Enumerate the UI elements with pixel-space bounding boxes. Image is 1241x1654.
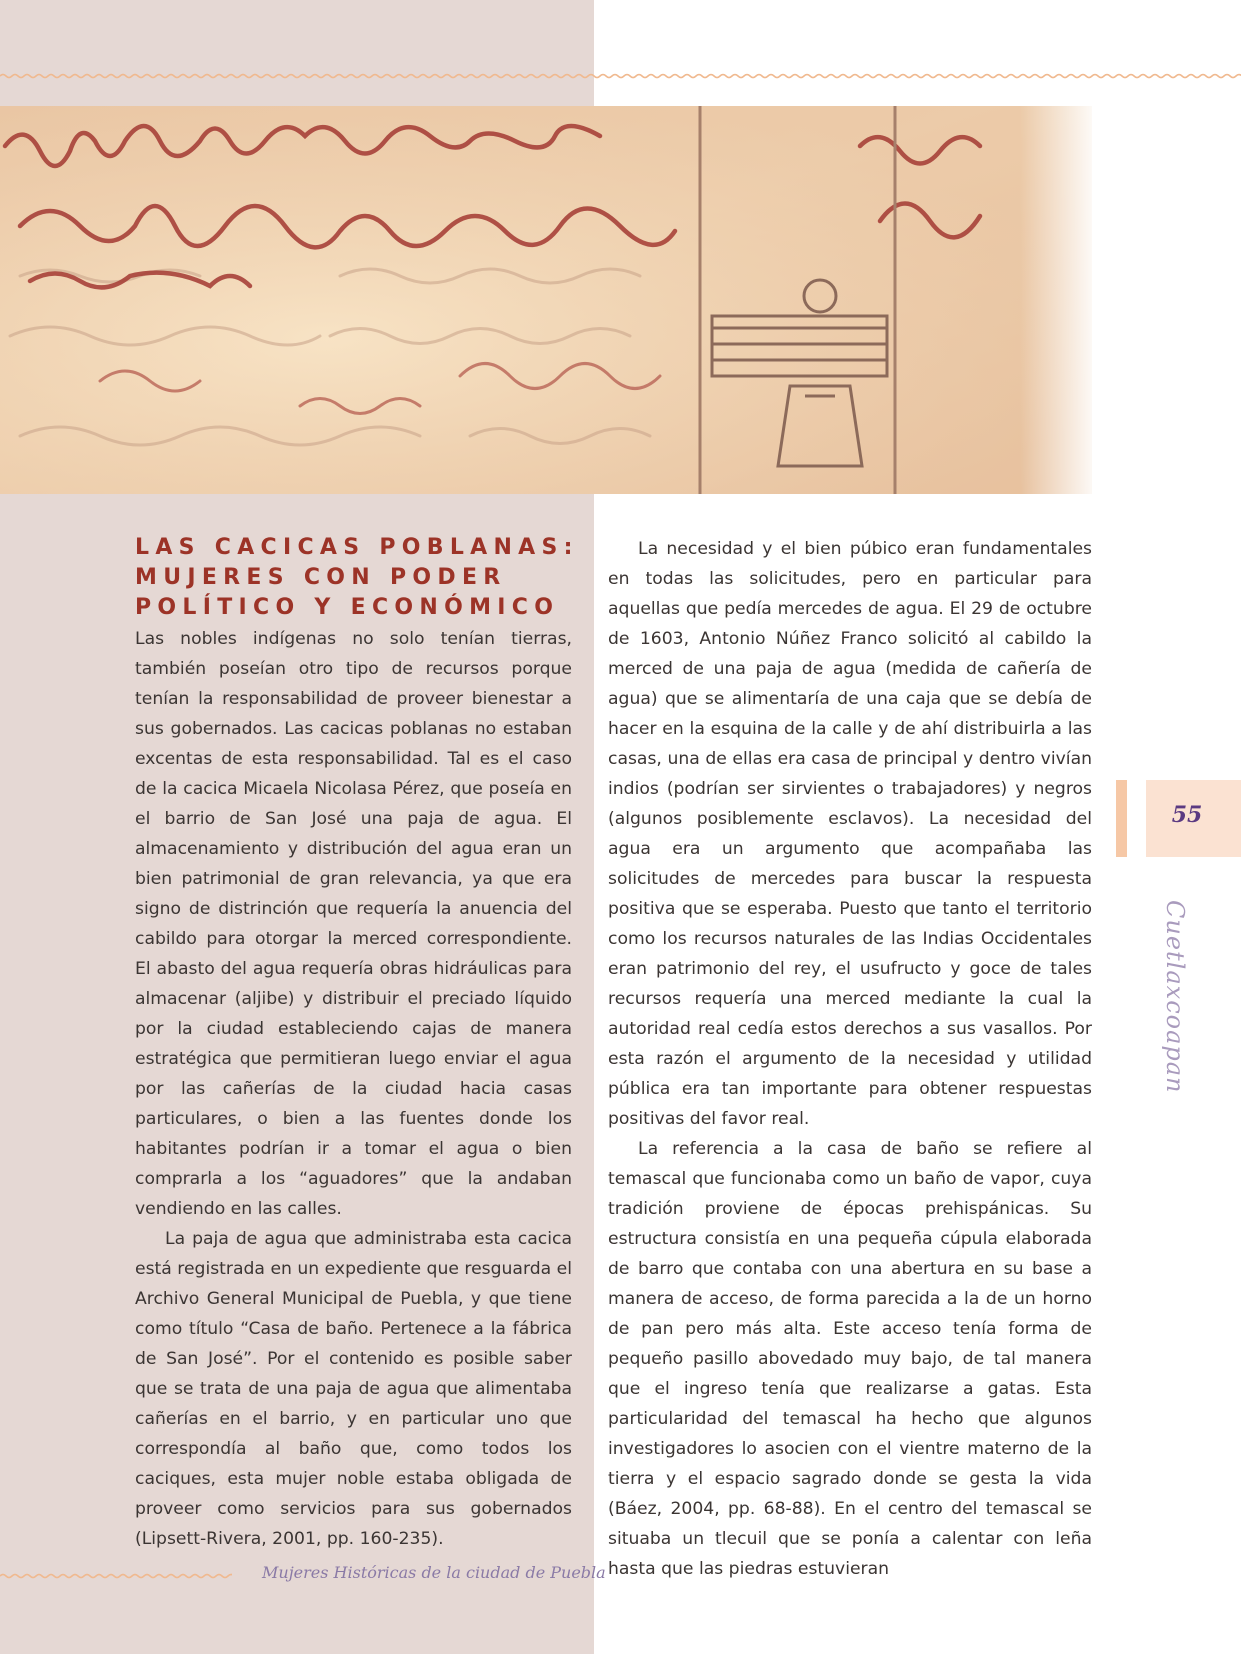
page-number: 55: [1171, 802, 1203, 828]
page-tab-strip: [1116, 780, 1127, 857]
paragraph: La necesidad y el bien púbico eran fundamentales en todas las solicitudes, pero en particular para aquellas que pedía mercedes de agua. El 29 de octubre de 1603, Antonio Núñez Franco solicitó al cabildo la merced de una paja de agua (medida de cañería de agua) que se alimentaría de una caja que se debía de hacer en la esquina de la calle y de ahí distribuirla a las casas, una de ellas era casa de principal y dentro vivían indios (podrían ser sirvientes o trabajadores) y negros (algunos posiblemente esclavos). La necesidad del agua era un argumento que acompañaba las solicitudes de mercedes para buscar la respuesta positiva que se esperaba. Puesto que tanto el territorio como los recursos naturales de las Indias Occidentales eran patrimonio del rey, el usufructo y goce de tales recursos requería una merced mediante la cual la autoridad real cedía estos derechos a sus vasallos. Por esta razón el argumento de la necesidad y utilidad pública era tan importante para obtener respuestas positivas del favor real.: [608, 539, 1092, 1129]
footer-running-title: Mujeres Históricas de la ciudad de Puebla: [262, 1563, 606, 1582]
paragraph: La paja de agua que administraba esta cacica está registrada en un expediente que resguarda el Archivo General Municipal de Puebla, y que tiene como título “Casa de baño. Pertenece a la fábrica de San José”. Por el contenido es posible saber que se trata de una paja de agua que alimentaba cañerías en el barrio, y en particular uno que correspondía al baño que, como todos los caciques, esta mujer noble estaba obligada de proveer como servicios para sus gobernados (Lipsett-Rivera, 2001, pp. 160-235).: [135, 1229, 572, 1549]
top-wavy-divider: [0, 72, 1241, 80]
left-text-column: [135, 624, 572, 1554]
heading-line: LAS CACICAS POBLANAS:: [135, 535, 579, 560]
heading-line: POLÍTICO Y ECONÓMICO: [135, 595, 560, 620]
heading-line: MUJERES CON PODER: [135, 565, 507, 590]
right-text-column: [608, 534, 1092, 1584]
section-heading: [135, 533, 579, 623]
manuscript-image: [0, 106, 1092, 494]
side-running-title: Cuetlaxcoapan: [1161, 900, 1189, 1094]
paragraph: La referencia a la casa de baño se refiere al temascal que funcionaba como un baño de vapor, cuya tradición proviene de épocas prehispánicas. Su estructura consistía en una pequeña cúpula elaborada de barro que contaba con una abertura en su base a manera de acceso, de forma parecida a la de un horno de pan pero más alta. Este acceso tenía forma de pequeño pasillo abovedado muy bajo, de tal manera que el ingreso tenía que realizarse a gatas. Esta particularidad del temascal ha hecho que algunos investigadores lo asocien con el vientre materno de la tierra y el espacio sagrado donde se gesta la vida (Báez, 2004, pp. 68-88). En el centro del temascal se situaba un tlecuil que se ponía a calentar con leña hasta que las piedras estuvieran: [608, 1139, 1092, 1579]
footer-wavy-divider: [0, 1572, 232, 1580]
paragraph: Las nobles indígenas no solo tenían tierras, también poseían otro tipo de recursos porque tenían la responsabilidad de proveer bienestar a sus gobernados. Las cacicas poblanas no estaban excentas de esta responsabilidad. Tal es el caso de la cacica Micaela Nicolasa Pérez, que poseía en el barrio de San José una paja de agua. El almacenamiento y distribución del agua eran un bien patrimonial de gran relevancia, ya que era signo de distrinción que requería la anuencia del cabildo para otorgar la merced correspondiente. El abasto del agua requería obras hidráulicas para almacenar (aljibe) y distribuir el preciado líquido por la ciudad estableciendo cajas de manera estratégica que permitieran luego enviar el agua por las cañerías de la ciudad hacia casas particulares, o bien a las fuentes donde los habitantes podrían ir a tomar el agua o bien comprarla a los “aguadores” que la andaban vendiendo en las calles.: [135, 629, 572, 1219]
